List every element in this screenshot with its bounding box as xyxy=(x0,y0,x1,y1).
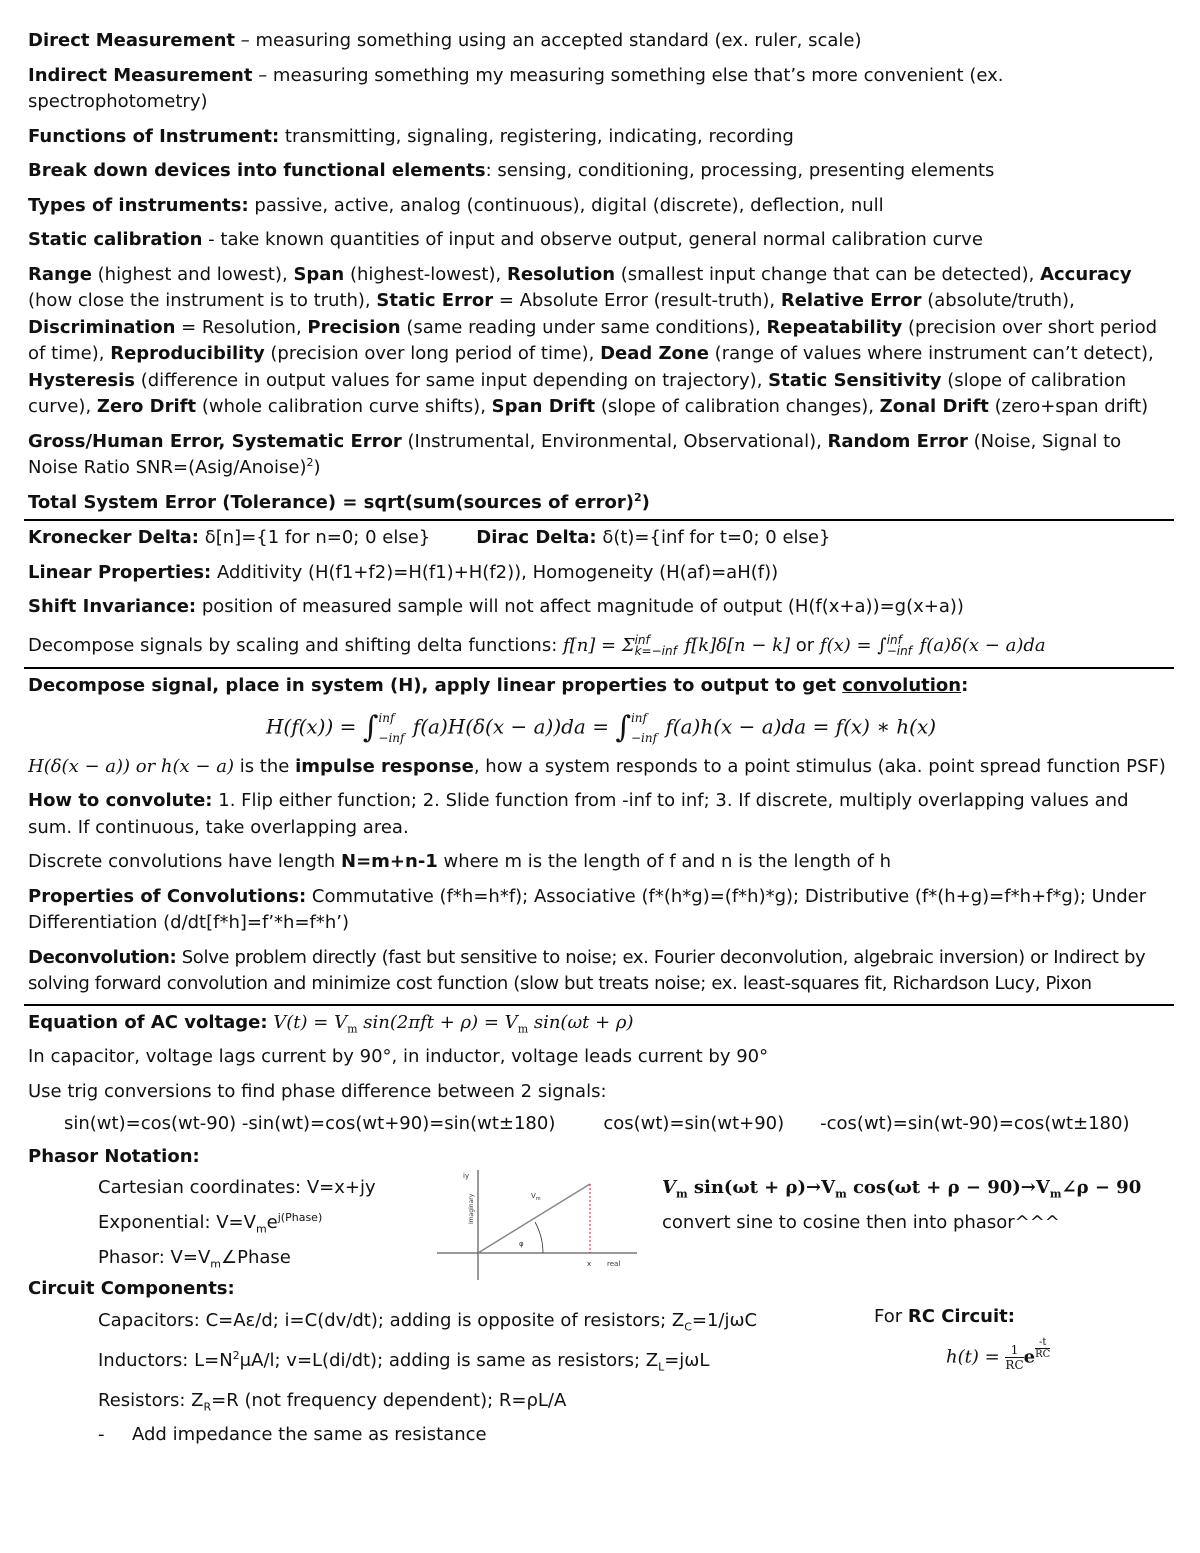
circuit-components xyxy=(28,1303,1174,1450)
phasor-block xyxy=(28,1170,1174,1280)
functional-elements: Break down devices into functional elements: sensing, conditioning, processing, presenting elements xyxy=(28,160,995,181)
exponential-form: Exponential: $V=V_me^{j(Phase)}$ xyxy=(98,1211,323,1236)
types-of-instruments: Types of instruments: passive, active, analog (continuous), digital (discrete), deflection, null xyxy=(28,194,884,216)
phasor-conversion-equation: $V_m$ $\sin(\omega t + \rho)\to V_m$ $\cos(\omega t + \rho - 90)\to V_m\angle\rho - 90$ xyxy=(662,1177,1142,1201)
cartesian-form: Cartesian coordinates: V=x+jy xyxy=(98,1177,376,1198)
x-tick-label: x xyxy=(587,1260,592,1268)
convolution-heading: Decompose signal, place in system (H), apply linear properties to output to get convolution: xyxy=(28,675,969,696)
resistors: Resistors: $Z_R=R$ (not frequency dependent); R=ρL/A xyxy=(98,1389,567,1414)
impedance-bullet: - Add impedance the same as resistance xyxy=(98,1423,487,1445)
capacitors: Capacitors: C=Aε/d; i=C(dv/dt); adding is opposite of resistors; $Z_C=1$/jωC xyxy=(98,1309,758,1334)
decompose-signals: Decompose signals by scaling and shifting delta functions: f[n] = Σ inf k=−inf f[k]δ[n − k] or f(x) = ∫ inf −inf f(a)δ(x − a)da xyxy=(28,632,1046,658)
delta-functions: Kronecker Delta: δ[n]={1 for n=0; 0 else} Dirac Delta: δ(t)={inf for t=0; 0 else} xyxy=(28,527,831,548)
imaginary-label: Imaginary xyxy=(468,1193,475,1224)
discrete-convolution-length: Discrete convolutions have length N=m+n-1 where m is the length of f and n is the length of h xyxy=(28,851,892,872)
error-types: Gross/Human Error, Systematic Error (Instrumental, Environmental, Observational), Random Error (Noise, Signal to Noise Ratio SNR=(Asig/Anoise)$^2$) xyxy=(28,430,1122,478)
vector-label: $V_m$ xyxy=(531,1192,541,1202)
phasor-conversion-note: convert sine to cosine then into phasor^^^ xyxy=(662,1212,1060,1233)
ac-voltage-equation: Equation of AC voltage: $V(t) = V_m$ $\sin(2\pi ft + \rho) = V_m$ sin(ωt + ρ) xyxy=(28,1011,634,1036)
phasor-heading: Phasor Notation: xyxy=(28,1145,200,1167)
phasor-forms xyxy=(98,1170,376,1275)
static-calibration: Static calibration - take known quantities of input and observe output, general normal calibration curve xyxy=(28,229,983,250)
shift-invariance: Shift Invariance: position of measured sample will not affect magnitude of output (H(f(x+a))=g(x+a)) xyxy=(28,596,964,617)
trig-conversions: sin(wt)=cos(wt-90) -sin(wt)=cos(wt+90)=sin(wt±180) cos(wt)=sin(wt+90) -cos(wt)=sin(wt-90)=cos(wt±180) xyxy=(64,1113,1130,1134)
angle-label: φ xyxy=(519,1240,524,1248)
total-system-error: Total System Error (Tolerance) = sqrt(sum(sources of error)$^2$) xyxy=(28,490,650,513)
linear-properties: Linear Properties: Additivity (H(f1+f2)=H(f1)+H(f2)), Homogeneity (H(af)=aH(f)) xyxy=(28,561,779,583)
direct-measurement: Direct Measurement – measuring something using an accepted standard (ex. ruler, scale) xyxy=(28,30,862,51)
convolution-equation: H(f(x)) = ∫ inf −inf f(a)H(δ(x − a))da = ∫ inf −inf f(a)h(x − a)da = f(x) ∗ h(x) xyxy=(265,709,937,745)
capacitor-inductor-phase: In capacitor, voltage lags current by 90°, in inductor, voltage leads current by 90° xyxy=(28,1046,769,1067)
angle-arc xyxy=(535,1222,543,1253)
section-divider-1 xyxy=(24,519,1174,521)
section-divider-3 xyxy=(24,1004,1174,1006)
terms-paragraph: Range (highest and lowest), Span (highest-lowest), Resolution (smallest input change that can be detected), Accuracy (how close the instrument is to truth), Static Error = Absolute Error (result-truth), Relative Error (absolute/truth), Discrimination = Resolution, Precision (same reading under same conditions), Repeatability (precision over short period of time), Reproducibility (precision over long period of time), Dead Zone (range of values where instrument can’t detect), Hysteresis (difference in output values for same input depending on trajectory), Static Sensitivity (slope of calibration curve), Zero Drift (whole calibration curve shifts), Span Drift (slope of calibration changes), Zonal Drift (zero+span drift) xyxy=(28,263,1158,417)
rc-impulse-equation: h(t) = $\frac{1}{RC}$ e $\frac{-t}{RC}$ xyxy=(946,1336,1051,1372)
impulse-response: H(δ(x − a)) or h(x − a) is the impulse response, how a system responds to a point stimulus (aka. point spread function PSF) xyxy=(28,755,1166,777)
how-to-convolute: How to convolute: 1. Flip either function; 2. Slide function from -inf to inf; 3. If discrete, multiply overlapping values and sum. If continuous, take overlapping area. xyxy=(28,790,1129,838)
real-label: real xyxy=(607,1260,621,1268)
cheat-sheet-page xyxy=(28,28,1174,1450)
convolution-properties: Properties of Convolutions: Commutative (f*h=h*f); Associative (f*(h*g)=(f*h)*g); Distributive (f*(h+g)=f*h+f*g); Under Differentiation (d/dt[f*h]=f’*h=f*h’) xyxy=(28,885,1147,933)
section-divider-2 xyxy=(24,667,1174,669)
deconvolution: Deconvolution: Solve problem directly (fast but sensitive to noise; ex. Fourier deconvolution, algebraic inversion) or Indirect by solving forward convolution and minimize cost function (slow but treats noise; ex. least-squares fit, Richardson Lucy, Pixon xyxy=(28,946,1146,994)
functions-of-instrument: Functions of Instrument: transmitting, signaling, registering, indicating, recording xyxy=(28,125,794,147)
phasor-conversion xyxy=(662,1170,1141,1240)
phasor-form: Phasor: $V=V_m\angle Phase$ xyxy=(98,1247,291,1271)
phasor-diagram xyxy=(433,1162,643,1282)
indirect-measurement: Indirect Measurement – measuring something my measuring something else that’s more convenient (ex. spectrophotometry) xyxy=(28,64,1004,112)
trig-intro: Use trig conversions to find phase difference between 2 signals: xyxy=(28,1080,607,1102)
rc-circuit-label: For RC Circuit: xyxy=(874,1305,1015,1327)
circuit-heading: Circuit Components: xyxy=(28,1278,235,1299)
inductors: Inductors: $L=N^2\mu A/l$; v=L(di/dt); adding is same as resistors; $Z_L=j\omega L$ xyxy=(98,1348,710,1374)
y-axis-label: iy xyxy=(463,1172,470,1180)
